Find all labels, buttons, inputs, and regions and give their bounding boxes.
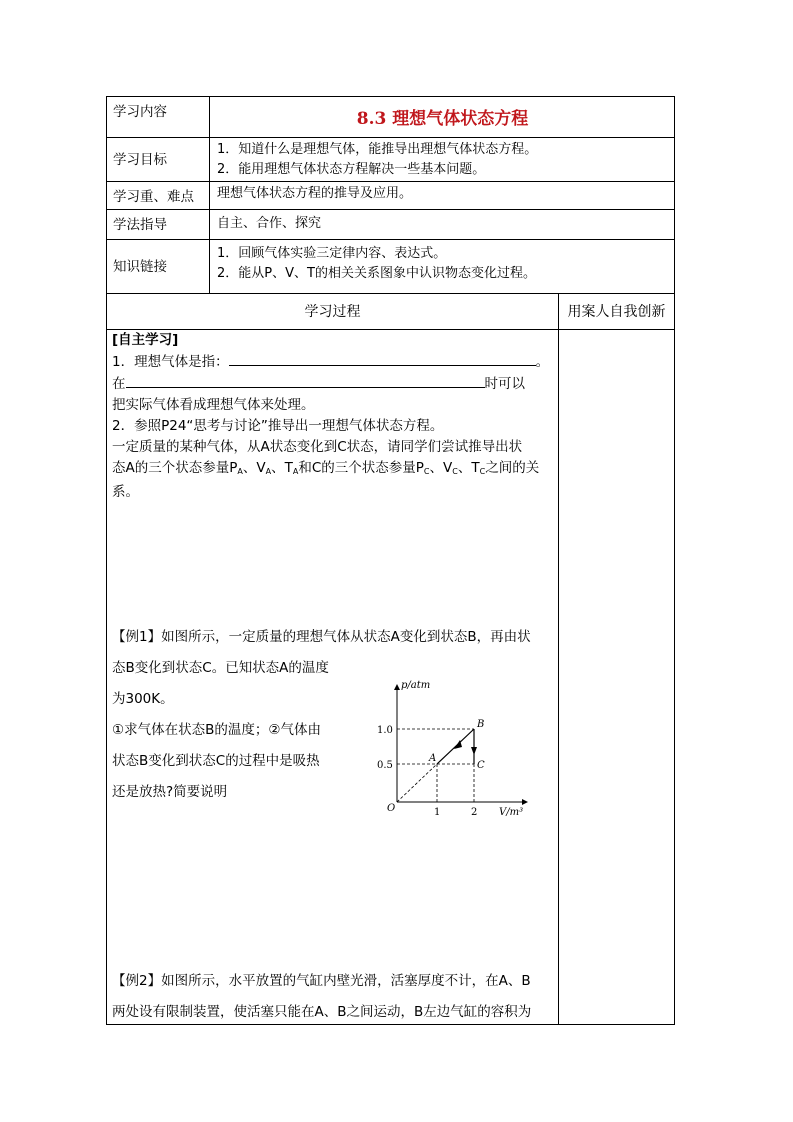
ex1-line5: 状态B变化到状态C的过程中是吸热 [112,753,320,769]
x-tick-1: 1 [434,807,441,818]
page-title: 8.3 理想气体状态方程 [356,109,529,129]
links-content [217,240,670,284]
point-a-label: A [429,753,437,764]
label-links: 知识链接 [107,240,210,293]
x-axis-label: V/m³ [499,807,524,818]
q2: 2．参照P24“思考与讨论”推导出一理想气体状态方程。 [112,418,444,434]
sub-a3: A [292,467,299,476]
q2-text2-d: 和C的三个状态参量P [298,460,424,476]
q1b-prefix: 在 [112,376,126,392]
q2-text2-c: 、T [271,460,293,476]
q2-text2-a: 态A的三个状态参量P [112,460,238,476]
q1b-blank[interactable] [126,373,485,388]
keypoints-row [107,182,674,210]
links-row [107,240,674,294]
sub-a2: A [265,467,272,476]
sub-c3: C [479,467,486,476]
q1-prefix: 1．理想气体是指： [112,354,229,370]
label-goals: 学习目标 [107,138,210,181]
q2-text2-e: 、V [429,460,453,476]
process-header: 学习过程 [304,304,361,320]
sub-a1: A [237,467,243,476]
example-2 [112,966,558,1028]
ex1-line1: 【例1】如图所示，一定质量的理想气体从状态A变化到状态B，再由状 [112,629,531,645]
goals-content [217,138,670,180]
q1c: 把实际气体看成理想气体来处理。 [112,397,315,413]
keypoints-content: 理想气体状态方程的推导及应用。 [217,186,413,201]
process-ab [437,729,474,764]
method-row [107,210,674,240]
y-tick-05: 0.5 [377,760,393,771]
ex1-line6: 还是放热?简要说明 [112,784,228,800]
ex2-line1: 【例2】如图所示，水平放置的气缸内壁光滑，活塞厚度不计，在A、B [112,973,531,989]
point-b-label: B [477,719,485,730]
innovation-header: 用案人自我创新 [567,304,666,320]
lesson-table [106,96,675,1025]
origin-label: O [387,803,396,814]
y-axis-label: p/atm [401,680,431,691]
ex1-line4: ①求气体在状态B的温度；②气体由 [112,722,321,738]
q1b [112,373,558,395]
q2-text2-f: 、T [457,460,480,476]
q2-text2 [112,458,558,482]
y-tick-1: 1.0 [377,725,393,736]
pv-graph [377,677,537,822]
ex2-line2: 两处设有限制装置，使活塞只能在A、B之间运动，B左边气缸的容积为 [112,1004,532,1020]
column-divider [558,294,559,1024]
q1-end: 。 [535,354,550,370]
x-tick-2: 2 [471,807,478,818]
link-2: 2．能从P、V、T的相关关系图象中认识物态变化过程。 [217,266,536,281]
ex1-line3: 为300K。 [112,691,174,707]
guide-origin-a [397,764,437,802]
goal-2: 2．能用理想气体状态方程解决一些基本问题。 [217,162,486,177]
link-1: 1．回顾气体实验三定律内容、表达式。 [217,246,447,261]
arrow-bc [471,747,477,755]
q1b-suffix: 时可以 [484,376,525,392]
label-content: 学习内容 [107,97,210,137]
title-row [107,97,674,138]
self-study-heading: [自主学习] [112,332,179,348]
sub-c2: C [452,467,458,476]
q2-text1: 一定质量的某种气体，从A状态变化到C状态，请同学们尝试推导出状 [112,439,523,455]
q1-blank[interactable] [229,351,536,366]
ex1-line2: 态B变化到状态C。已知状态A的温度 [112,660,329,676]
sub-c1: C [423,467,430,476]
point-c-label: C [477,760,485,771]
goals-row [107,138,674,182]
q2-text2-g: 之间的关 [485,460,540,476]
q1 [112,351,558,373]
label-keypoints: 学习重、难点 [107,182,210,209]
goal-1: 1．知道什么是理想气体，能推导出理想气体状态方程。 [217,142,538,157]
q2-text2-b: 、V [242,460,266,476]
method-content: 自主、合作、探究 [217,216,322,231]
q2-text3: 系。 [112,484,139,500]
label-method: 学法指导 [107,210,210,239]
self-study [112,330,558,503]
